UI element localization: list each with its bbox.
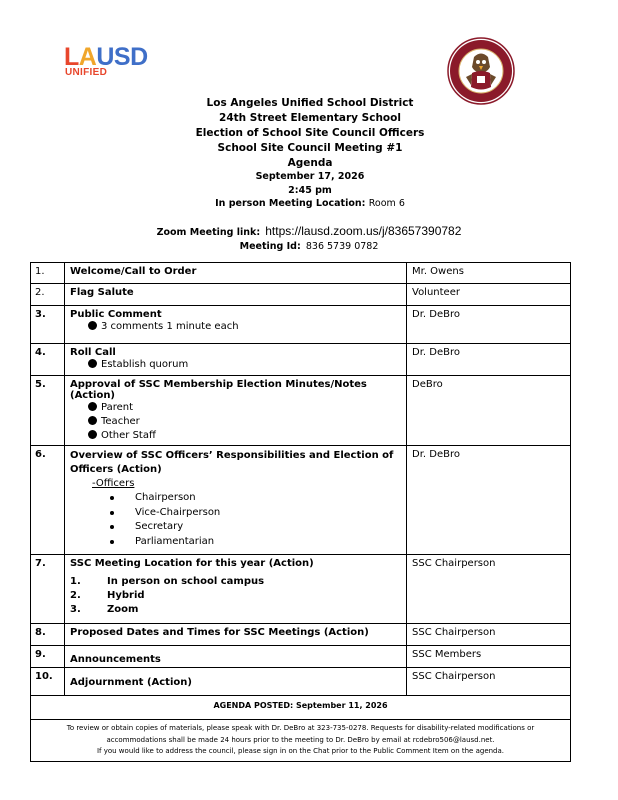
list-item: 1. In person on school campus <box>70 576 265 587</box>
table-row <box>31 344 571 376</box>
meeting-location <box>140 198 480 209</box>
table-row <box>31 306 571 344</box>
item-body <box>65 306 407 344</box>
item-title: Proposed Dates and Times for SSC Meetings (Action) <box>65 624 407 646</box>
school-seal <box>444 37 518 105</box>
location-label: In person Meeting Location: <box>215 198 366 209</box>
item-number: 3. <box>31 306 65 344</box>
logo-usd: USD <box>96 43 148 71</box>
item-presenter: Dr. DeBro <box>407 306 571 344</box>
item-number: 8. <box>31 624 65 646</box>
item-body <box>65 555 407 624</box>
list-item: 2. Hybrid <box>70 590 145 601</box>
list-item: Other Staff <box>70 429 401 443</box>
officers-heading: -Officers <box>92 478 135 489</box>
list-item: 3. Zoom <box>70 604 139 615</box>
item-number: 5. <box>31 376 65 446</box>
item-title: Adjournment (Action) <box>65 668 407 696</box>
agenda-table <box>30 262 571 762</box>
list-item: Chairperson <box>70 491 401 506</box>
item-title: SSC Meeting Location for this year (Action) <box>70 558 314 569</box>
list-item: 3 comments 1 minute each <box>70 320 401 334</box>
footer-line: To review or obtain copies of materials, please speak with Dr. DeBro at 323-735-0278. Requests for disability-related modifications or <box>66 724 535 732</box>
item-number: 7. <box>31 555 65 624</box>
table-row <box>31 263 571 284</box>
item-presenter: DeBro <box>407 376 571 446</box>
table-row <box>31 668 571 696</box>
item-body <box>65 344 407 376</box>
eagle-seal-icon <box>444 37 518 105</box>
zoom-link[interactable]: https://lausd.zoom.us/j/83657390782 <box>265 224 462 238</box>
item-number: 10. <box>31 668 65 696</box>
item-title: Welcome/Call to Order <box>65 263 407 284</box>
item-title: Announcements <box>65 646 407 668</box>
table-row <box>31 646 571 668</box>
election-title: Election of School Site Council Officers <box>195 127 425 139</box>
logo-unified: UNIFIED <box>65 67 108 78</box>
item-number: 2. <box>31 284 65 306</box>
table-row <box>31 446 571 555</box>
list-item: Secretary <box>70 520 401 535</box>
bullet-icon <box>88 430 97 439</box>
table-row <box>31 376 571 446</box>
item-presenter: Dr. DeBro <box>407 446 571 555</box>
item-presenter: Dr. DeBro <box>407 344 571 376</box>
meeting-id-label: Meeting Id: <box>239 241 301 252</box>
item-title: Flag Salute <box>65 284 407 306</box>
zoom-link-label: Zoom Meeting link: <box>156 227 261 238</box>
item-title: Roll Call <box>70 347 116 358</box>
footer-notice <box>31 720 571 762</box>
bullet-icon <box>88 416 97 425</box>
bullet-icon <box>88 321 97 330</box>
district-name: Los Angeles Unified School District <box>206 97 414 109</box>
list-item: Establish quorum <box>70 358 401 372</box>
meeting-id-value: 836 5739 0782 <box>305 241 379 252</box>
bullet-icon <box>88 359 97 368</box>
item-presenter: SSC Chairperson <box>407 555 571 624</box>
footer-line: accommodations shall be made 24 hours prior to the meeting to Dr. DeBro by email at rcdebro506@lausd.net. <box>106 735 495 744</box>
table-row <box>31 720 571 762</box>
logo-wordmark: LAUSD <box>64 43 148 71</box>
list-item: Parliamentarian <box>70 535 401 550</box>
meeting-id-line <box>100 234 518 253</box>
meeting-date: September 17, 2026 <box>255 171 365 182</box>
agenda-heading: Agenda <box>287 157 333 169</box>
meeting-time: 2:45 pm <box>288 185 332 196</box>
item-number: 4. <box>31 344 65 376</box>
list-item: Parent <box>70 401 401 415</box>
list-item: Teacher <box>70 415 401 429</box>
meeting-title: School Site Council Meeting #1 <box>217 142 403 154</box>
lausd-logo <box>64 44 176 78</box>
item-body <box>65 446 407 555</box>
item-number: 9. <box>31 646 65 668</box>
item-title: Public Comment <box>70 309 162 320</box>
agenda-posted-date: AGENDA POSTED: September 11, 2026 <box>31 696 571 720</box>
table-row <box>31 284 571 306</box>
bullet-icon <box>88 402 97 411</box>
table-row <box>31 624 571 646</box>
list-item: Vice-Chairperson <box>70 506 401 521</box>
item-presenter: SSC Chairperson <box>407 668 571 696</box>
table-row <box>31 555 571 624</box>
item-number: 1. <box>31 263 65 284</box>
item-body <box>65 376 407 446</box>
item-number: 6. <box>31 446 65 555</box>
item-presenter: SSC Members <box>407 646 571 668</box>
footer-line: If you would like to address the council, please sign in on the Chat prior to the Public Comment Item on the agenda. <box>96 747 505 755</box>
item-presenter: SSC Chairperson <box>407 624 571 646</box>
table-row <box>31 696 571 720</box>
item-title: Approval of SSC Membership Election Minutes/Notes (Action) <box>70 379 367 401</box>
school-name: 24th Street Elementary School <box>219 112 401 124</box>
location-value: Room 6 <box>368 198 405 209</box>
item-presenter: Volunteer <box>407 284 571 306</box>
item-presenter: Mr. Owens <box>407 263 571 284</box>
item-title: Overview of SSC Officers’ Responsibilities and Election of Officers (Action) <box>70 450 394 475</box>
